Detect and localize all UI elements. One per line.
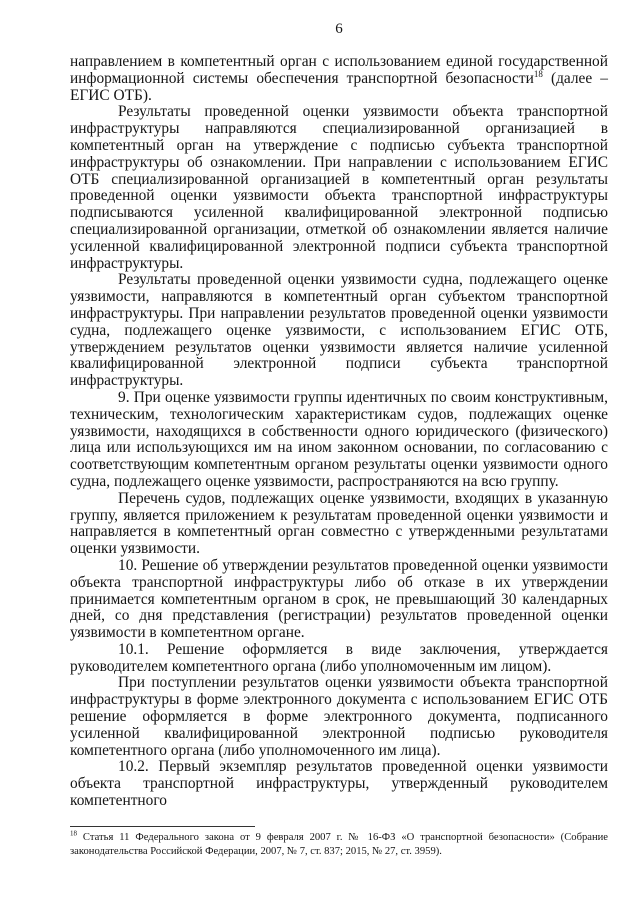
paragraph-4: 9. При оценке уязвимости группы идентичных по своим конструктивным, техническим, технологическим характеристикам судов, подлежащих оценке уязвимости, находящихся в собственности одного юридического (физического) лица или использующихся им на ином законном основании, по согласованию с соответствующим компетентным органом результаты оценки уязвимости одного судна, подлежащего оценке уязвимости, распространяются на всю группу. <box>70 388 608 490</box>
footnote-text: Статья 11 Федерального закона от 9 февраля 2007 г. № 16-ФЗ «О транспортной безопасности» (Собрание законодательства Российской Федерации, 2007, № 7, ст. 837; 2015, № 27, ст. 3959). <box>70 832 608 857</box>
page-number: 6 <box>335 21 343 37</box>
footnote-divider <box>70 826 255 827</box>
footnote-reference[interactable]: 18 <box>533 68 543 79</box>
paragraph-5: Перечень судов, подлежащих оценке уязвимости, входящих в указанную группу, является приложением к результатам проведенной оценки уязвимости и направляется в компетентный орган совместно с утвержденными результатами оценки уязвимости. <box>70 489 608 558</box>
paragraph-7: 10.1. Решение оформляется в виде заключения, утверждается руководителем компетентного органа (либо уполномоченным им лицом). <box>70 640 608 675</box>
paragraph-6: 10. Решение об утверждении результатов проведенной оценки уязвимости объекта транспортной инфраструктуры либо об отказе в их утверждении принимается компетентным органом в срок, не превышающий 30 календарных дней, со дня представления (регистрации) результатов проведенной оценки уязвимости в компетентном органе. <box>70 556 608 642</box>
paragraph-text: направлением в компетентный орган с использованием единой государственной информационной системы обеспечения транспортной безопасности <box>70 53 608 87</box>
footnote-area <box>70 826 608 858</box>
footnote <box>70 831 608 858</box>
body-text <box>70 54 608 810</box>
footnote-number: 18 <box>70 829 77 838</box>
paragraph-9: 10.2. Первый экземпляр результатов проведенной оценки уязвимости объекта транспортной инфраструктуры, утвержденный руководителем компетентного <box>70 758 608 810</box>
paragraph-8: При поступлении результатов оценки уязвимости объекта транспортной инфраструктуры в форме электронного документа с использованием ЕГИС ОТБ решение оформляется в форме электронного документа, подписанного усиленной квалифицированной электронной подписью руководителя компетентного органа (либо уполномоченного им лица). <box>70 674 608 759</box>
paragraph-3: Результаты проведенной оценки уязвимости судна, подлежащего оценке уязвимости, направляются в компетентный орган субъектом транспортной инфраструктуры. При направлении результатов проведенной оценки уязвимости судна, подлежащего оценке уязвимости, с использованием ЕГИС ОТБ, утверждением результатов оценки уязвимости является наличие усиленной квалифицированной электронной подписи субъекта транспортной инфраструктуры. <box>70 271 608 390</box>
paragraph-2: Результаты проведенной оценки уязвимости объекта транспортной инфраструктуры направляются специализированной организацией в компетентный орган на утверждение с подписью субъекта транспортной инфраструктуры об ознакомлении. При направлении с использованием ЕГИС ОТБ специализированной организацией в компетентный орган результаты проведенной оценки уязвимости объекта транспортной инфраструктуры подписываются усиленной квалифицированной электронной подписью специализированной организации, отметкой об ознакомлении является наличие усиленной квалифицированной электронной подписи субъекта транспортной инфраструктуры. <box>70 103 608 272</box>
paragraph-1 <box>70 54 608 104</box>
paragraph-text-tail: (далее – ЕГИС ОТБ). <box>70 69 608 104</box>
